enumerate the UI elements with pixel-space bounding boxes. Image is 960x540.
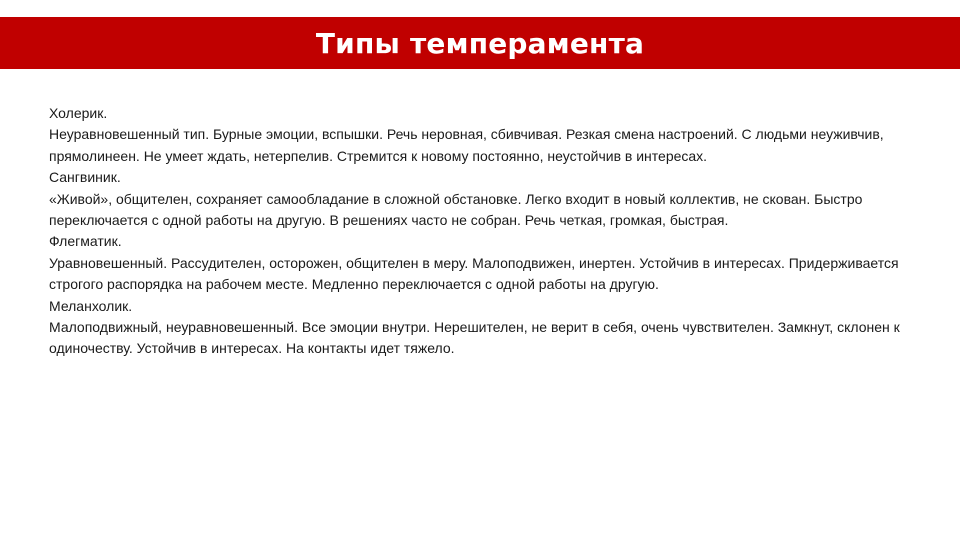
type-description-melancholic: Малоподвижный, неуравновешенный. Все эмоции внутри. Нерешителен, не верит в себя, очень чувствителен. Замкнут, склонен к одиночеству. Устойчив в интересах. На контакты идет тяжело.	[49, 319, 900, 357]
type-heading-melancholic: Меланхолик.	[49, 297, 133, 314]
type-description-sanguine: «Живой», общителен, сохраняет самообладание в сложной обстановке. Легко входит в новый коллектив, не скован. Быстро переключается с одной работы на другую. В решениях часто не собран. Речь четкая, громкая, быстрая.	[49, 190, 863, 229]
type-description-choleric: Неуравновешенный тип. Бурные эмоции, вспышки. Речь неровная, сбивчивая. Резкая смена настроений. С людьми неуживчив, прямолинеен. Не умеет ждать, нетерпелив. Стремится к новому постоянно, неустойчив в интересах.	[49, 126, 884, 164]
type-heading-choleric: Холерик.	[49, 105, 108, 121]
type-description-phlegmatic: Уравновешенный. Рассудителен, осторожен, общителен в меру. Малоподвижен, инертен. Устойчив в интересах. Придерживается строгого распорядка на рабочем месте. Медленно переключается с одной работы на другую.	[49, 254, 899, 293]
page-title: Типы темперамента	[315, 26, 645, 60]
type-heading-phlegmatic: Флегматик.	[49, 233, 122, 250]
type-heading-sanguine: Сангвиник.	[49, 169, 121, 186]
title-bar	[0, 17, 960, 69]
content-body	[49, 103, 929, 360]
